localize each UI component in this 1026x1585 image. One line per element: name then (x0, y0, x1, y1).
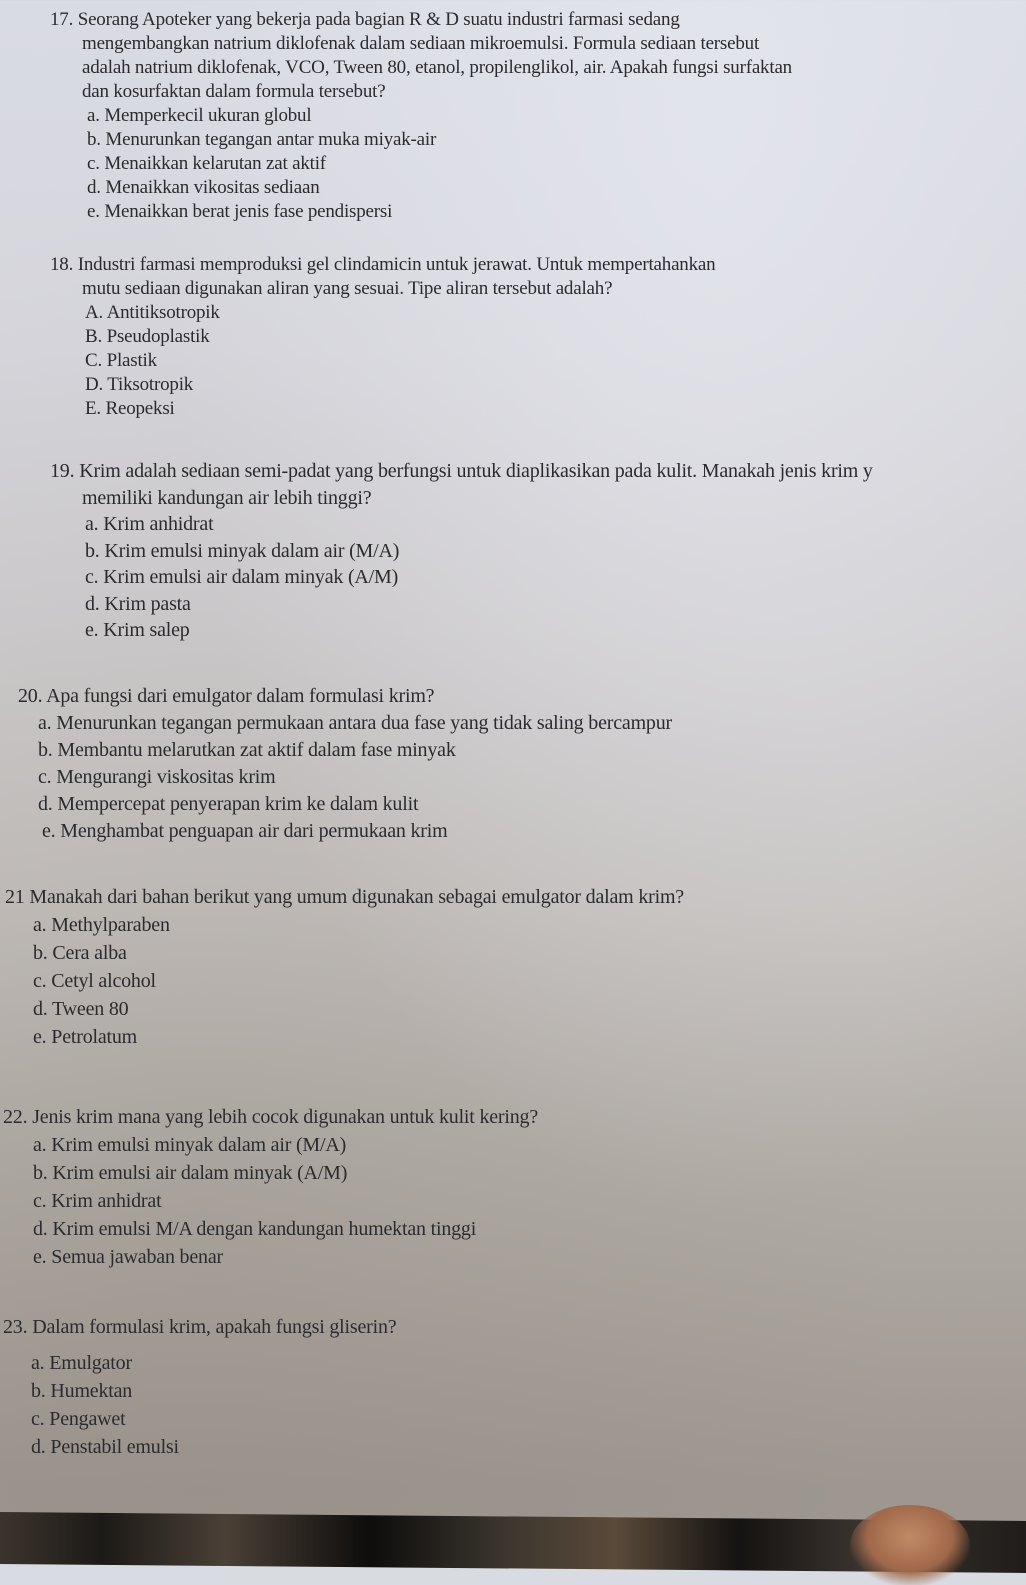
question-22 (3, 1103, 538, 1271)
option-d: d. Menaikkan vikositas sediaan (87, 177, 320, 198)
option-b: b. Krim emulsi air dalam minyak (A/M) (33, 1162, 348, 1184)
option-e: e. Krim salep (85, 619, 190, 641)
option-a: a. Emulgator (31, 1352, 132, 1374)
options-list (5, 911, 684, 1051)
stem-line: 18. Industri farmasi memproduksi gel clindamicin untuk jerawat. Untuk mempertahankan (50, 254, 716, 275)
stem-line: 17. Seorang Apoteker yang bekerja pada bagian R & D suatu industri farmasi sedang (50, 9, 680, 30)
options-list (50, 104, 792, 224)
option-e: E. Reopeksi (85, 398, 175, 419)
option-d: d. Krim pasta (85, 592, 191, 615)
question-18 (50, 253, 715, 421)
stem-line: mengembangkan natrium diklofenak dalam sediaan mikroemulsi. Formula sediaan tersebut (82, 33, 760, 54)
option-a: a. Memperkecil ukuran globul (87, 105, 312, 126)
option-b: b. Humektan (31, 1380, 133, 1402)
question-21 (5, 883, 684, 1051)
option-d: D. Tiksotropik (85, 374, 194, 395)
stem-line: dan kosurfaktan dalam formula tersebut? (82, 81, 386, 102)
question-stem (50, 253, 715, 301)
stem-line: memiliki kandungan air lebih tinggi? (82, 486, 372, 509)
question-stem (3, 1313, 396, 1341)
question-20 (18, 683, 672, 845)
option-b: b. Krim emulsi minyak dalam air (M/A) (85, 539, 400, 562)
option-a: a. Krim emulsi minyak dalam air (M/A) (33, 1134, 347, 1156)
question-stem (18, 683, 672, 710)
option-c: c. Mengurangi viskositas krim (38, 766, 276, 788)
option-c: c. Krim emulsi air dalam minyak (A/M) (85, 566, 399, 588)
stem-line: mutu sediaan digunakan aliran yang sesuai. Tipe aliran tersebut adalah? (82, 278, 613, 299)
finger (850, 1505, 970, 1585)
stem-line: 20. Apa fungsi dari emulgator dalam formulasi krim? (18, 685, 435, 707)
stem-line: adalah natrium diklofenak, VCO, Tween 80, etanol, propilenglikol, air. Apakah fungsi surfaktan (82, 57, 792, 78)
options-list (3, 1131, 538, 1271)
option-d: d. Tween 80 (33, 998, 129, 1020)
options-list (3, 1349, 396, 1461)
option-b: b. Cera alba (33, 942, 127, 964)
options-list (50, 301, 715, 421)
option-e: e. Petrolatum (33, 1026, 138, 1048)
option-e: e. Menaikkan berat jenis fase pendispersi (87, 201, 393, 222)
option-c: c. Krim anhidrat (33, 1190, 162, 1212)
options-list (18, 710, 672, 845)
option-e: e. Semua jawaban benar (33, 1246, 223, 1268)
stem-line: 22. Jenis krim mana yang lebih cocok digunakan untuk kulit kering? (3, 1106, 539, 1128)
option-d: d. Penstabil emulsi (31, 1436, 179, 1458)
option-b: b. Menurunkan tegangan antar muka miyak-air (87, 129, 437, 150)
option-d: d. Krim emulsi M/A dengan kandungan humektan tinggi (33, 1218, 477, 1240)
question-stem (50, 458, 873, 511)
option-c: c. Pengawet (31, 1408, 126, 1430)
question-stem (50, 8, 792, 104)
question-stem (5, 883, 684, 911)
option-c: C. Plastik (85, 350, 157, 371)
option-a: a. Krim anhidrat (85, 513, 214, 535)
option-a: a. Methylparaben (33, 914, 170, 936)
option-b: B. Pseudoplastik (85, 326, 210, 347)
question-stem (3, 1103, 538, 1131)
option-c: c. Menaikkan kelarutan zat aktif (87, 153, 326, 174)
option-a: A. Antitiksotropik (85, 302, 220, 323)
stem-line: 21 Manakah dari bahan berikut yang umum digunakan sebagai emulgator dalam krim? (5, 886, 684, 908)
option-a: a. Menurunkan tegangan permukaan antara dua fase yang tidak saling bercampur (38, 712, 672, 734)
option-d: d. Mempercepat penyerapan krim ke dalam kulit (38, 793, 419, 815)
options-list (50, 511, 873, 644)
stem-line: 19. Krim adalah sediaan semi-padat yang berfungsi untuk diaplikasikan pada kulit. Manakah jenis krim y (50, 460, 873, 482)
option-c: c. Cetyl alcohol (33, 970, 156, 992)
option-b: b. Membantu melarutkan zat aktif dalam fase minyak (38, 739, 456, 761)
stem-line: 23. Dalam formulasi krim, apakah fungsi gliserin? (3, 1316, 397, 1338)
question-23 (3, 1313, 396, 1461)
option-e: e. Menghambat penguapan air dari permukaan krim (42, 820, 448, 842)
question-19 (50, 458, 873, 644)
question-17 (50, 8, 792, 224)
